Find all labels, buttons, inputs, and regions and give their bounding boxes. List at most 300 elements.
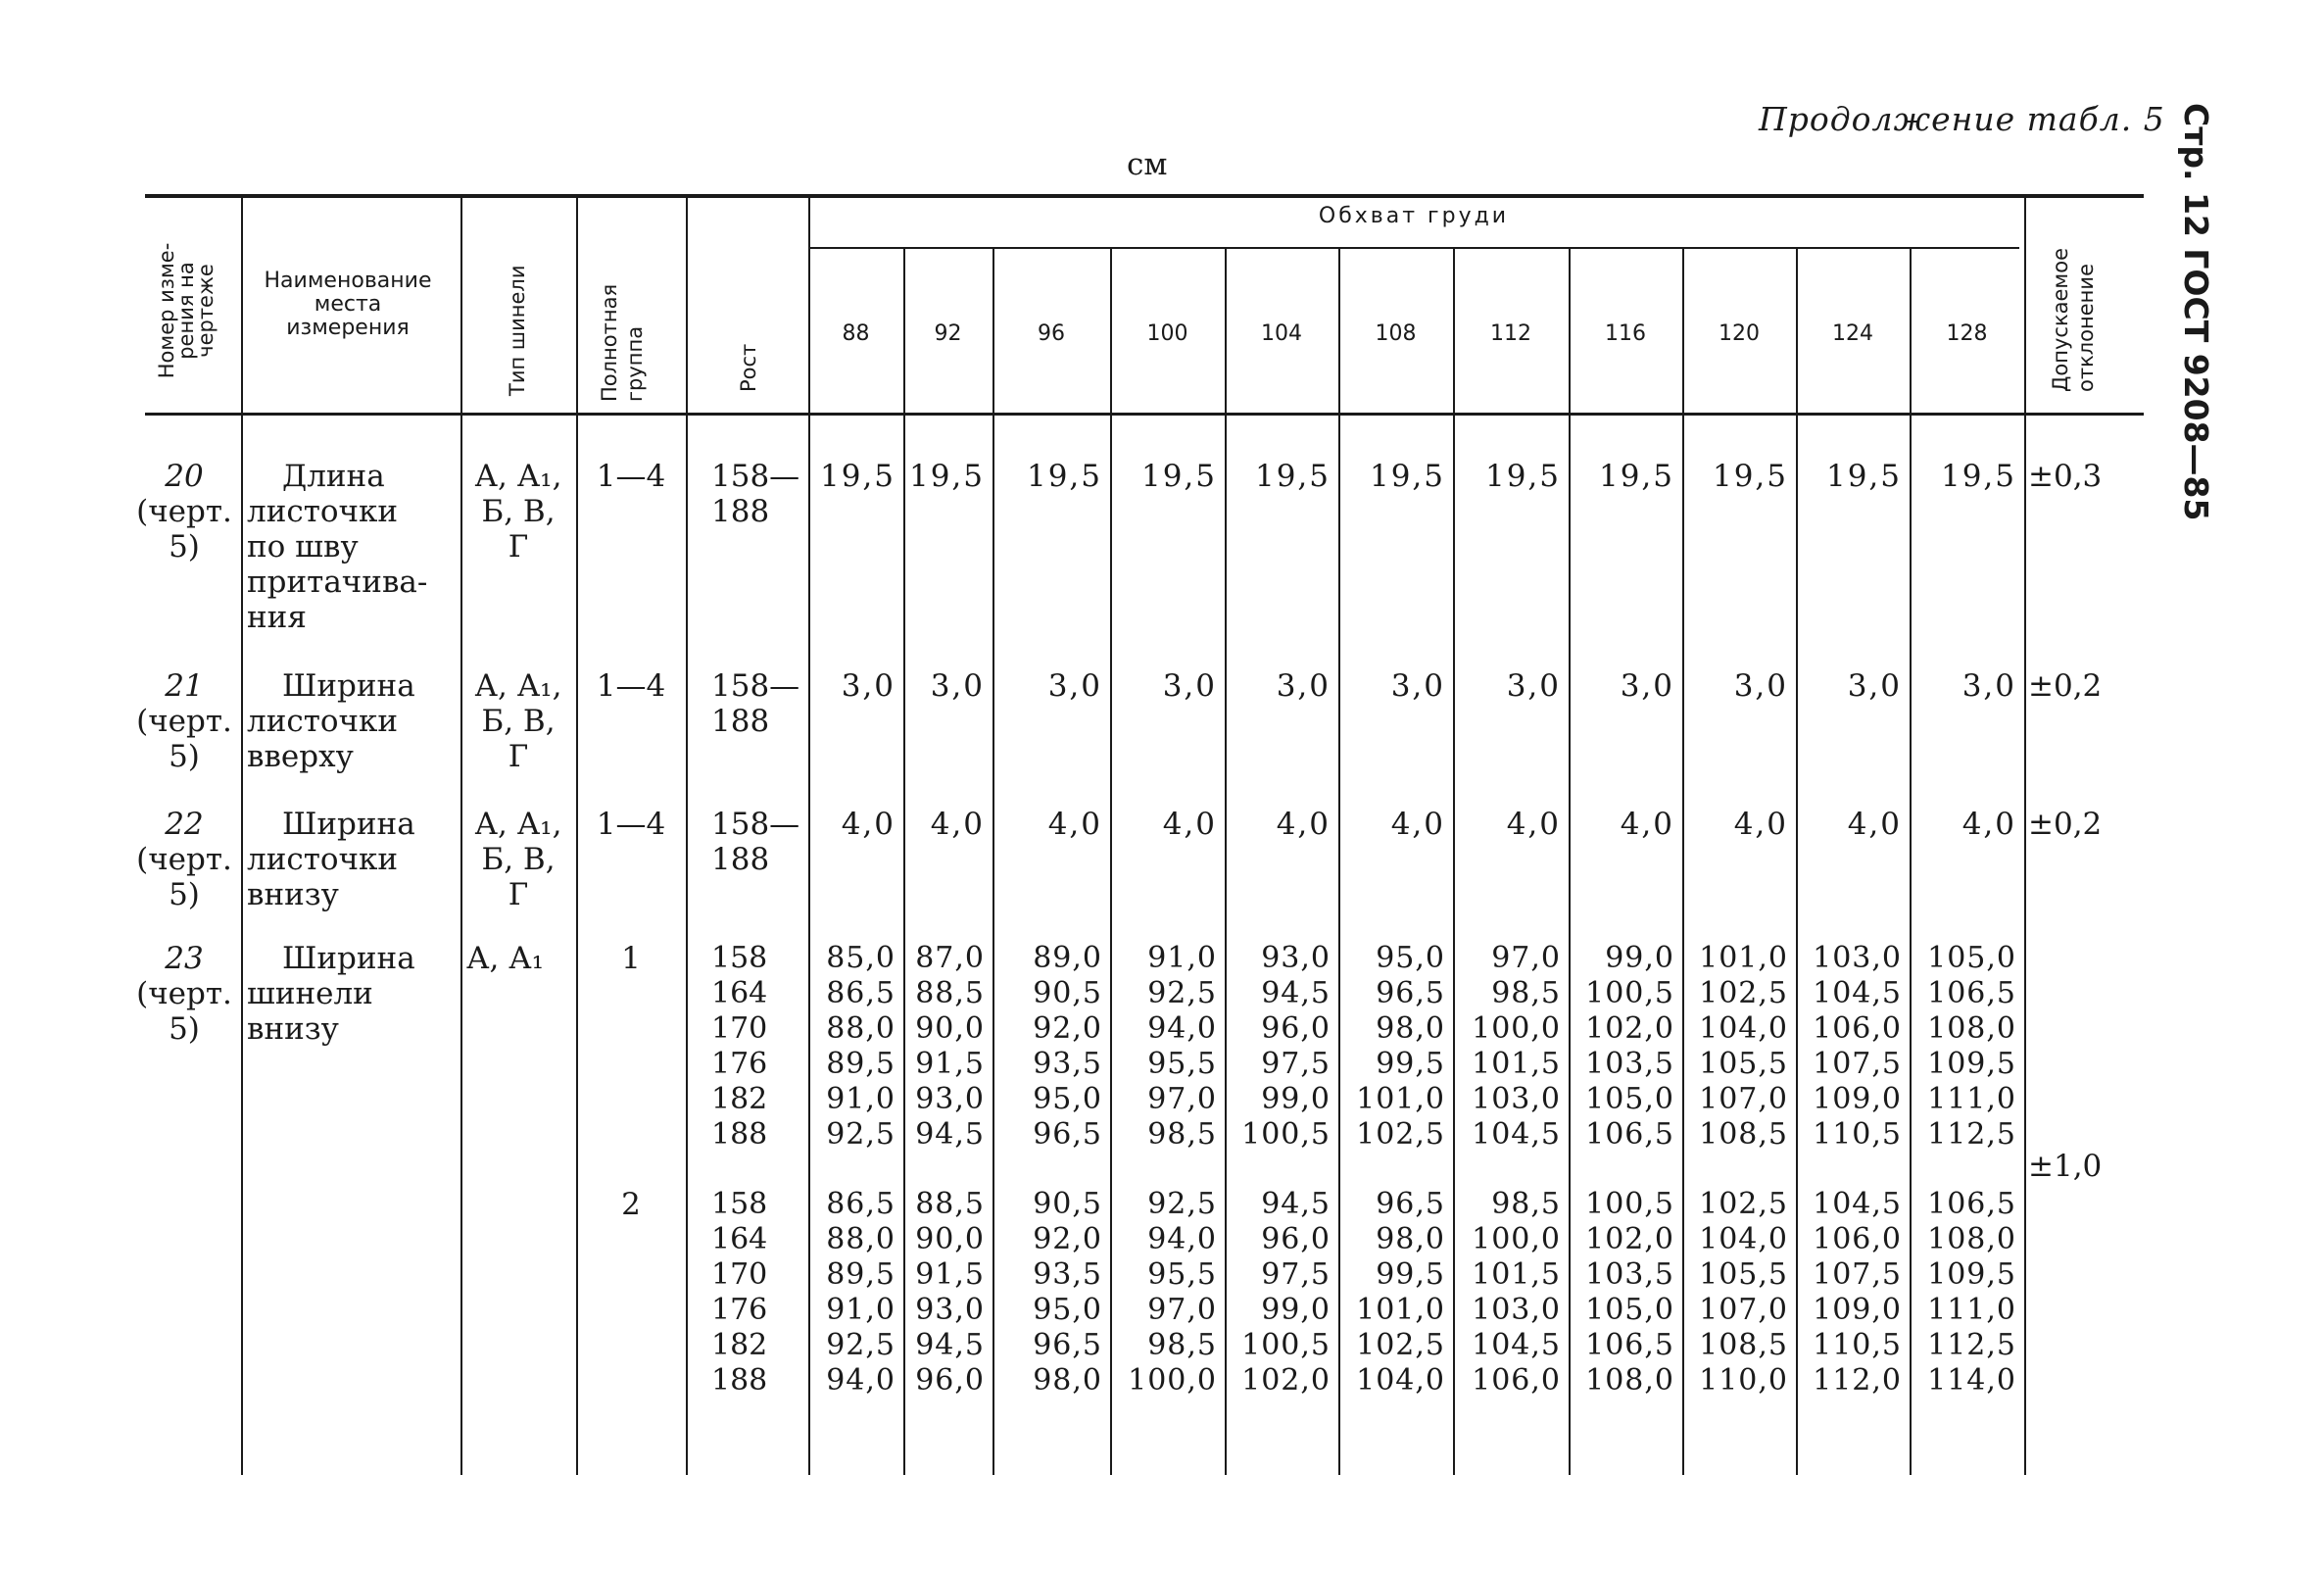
chest-value: 3,0 <box>841 668 896 704</box>
chest-value-column <box>1453 1187 1561 1399</box>
chest-value: 112,5 <box>1927 1117 2016 1152</box>
measure-drawing-ref-end: 5) <box>169 877 200 912</box>
header-measure-name-line1: Наименование <box>264 269 432 293</box>
height-range-line: 158— <box>711 668 800 704</box>
coat-type: А, А₁ <box>466 941 545 976</box>
chest-value: 98,5 <box>1491 976 1561 1010</box>
header-fullness-group-line1: Полнотная <box>598 283 621 402</box>
chest-value: 101,0 <box>1356 1293 1445 1327</box>
chest-value: 19,5 <box>1254 459 1331 494</box>
height-value: 182 <box>711 1328 768 1362</box>
chest-value: 107,0 <box>1699 1293 1788 1327</box>
chest-value: 92,0 <box>1033 1011 1102 1046</box>
chest-value: 108,5 <box>1699 1117 1788 1152</box>
measure-name <box>247 668 457 774</box>
chest-value: 102,5 <box>1356 1328 1445 1362</box>
header-chest-girth: Обхват груди <box>1318 204 1510 228</box>
chest-value: 4,0 <box>1620 807 1674 842</box>
chest-value: 109,5 <box>1927 1047 2016 1081</box>
coat-type-line: Г <box>508 529 529 565</box>
chest-value: 94,0 <box>1147 1011 1217 1046</box>
chest-value: 98,5 <box>1491 1187 1561 1221</box>
chest-value: 19,5 <box>1369 459 1445 494</box>
chest-value: 3,0 <box>1847 668 1902 704</box>
chest-value: 96,0 <box>915 1363 985 1398</box>
measure-name-line: листочки <box>247 704 399 739</box>
chest-value: 111,0 <box>1927 1082 2016 1116</box>
chest-value: 103,5 <box>1585 1257 1674 1292</box>
measure-name <box>247 459 457 635</box>
chest-value-column <box>1225 1187 1331 1399</box>
chest-value-column <box>1910 941 2016 1153</box>
chest-value: 90,5 <box>1033 1187 1102 1221</box>
measure-number <box>127 668 241 774</box>
chest-value: 87,0 <box>915 941 985 975</box>
chest-value-column <box>903 941 985 1153</box>
chest-value: 85,0 <box>826 941 896 975</box>
measure-drawing-ref: (черт. <box>136 976 232 1011</box>
chest-value: 100,5 <box>1241 1328 1331 1362</box>
chest-value: 101,0 <box>1699 941 1788 975</box>
height-range-line: 158— <box>711 459 800 494</box>
height-value: 158 <box>711 1187 768 1221</box>
height-range-line: 188 <box>711 494 770 529</box>
chest-value: 101,5 <box>1472 1257 1561 1292</box>
fullness-group: 1—4 <box>596 459 666 494</box>
chest-value: 86,5 <box>826 976 896 1010</box>
chest-value-column <box>1682 941 1788 1153</box>
chest-value: 19,5 <box>1140 459 1217 494</box>
chest-value: 96,5 <box>1033 1117 1102 1152</box>
tolerance-value: ±0,3 <box>2028 459 2103 494</box>
height-range-line: 158— <box>711 807 800 842</box>
margin-page-title <box>2168 103 2223 519</box>
chest-size-header: 92 <box>934 321 962 346</box>
chest-value: 102,0 <box>1585 1011 1674 1046</box>
chest-value: 4,0 <box>1506 807 1561 842</box>
chest-value: 105,0 <box>1927 941 2016 975</box>
chest-value: 108,0 <box>1585 1363 1674 1398</box>
header-measure-number <box>157 218 216 404</box>
measure-name-line: притачива- <box>247 565 428 600</box>
chest-size-header: 124 <box>1832 321 1873 346</box>
height-range <box>711 807 808 877</box>
chest-value: 109,0 <box>1813 1082 1902 1116</box>
chest-value: 93,0 <box>915 1293 985 1327</box>
header-fullness-group-line2: группа <box>623 325 647 402</box>
height-range <box>711 459 808 529</box>
header-bottom-rule <box>145 413 2144 416</box>
chest-value: 109,5 <box>1927 1257 2016 1292</box>
chest-value: 103,0 <box>1813 941 1902 975</box>
measure-number <box>127 807 241 912</box>
chest-value: 112,0 <box>1813 1363 1902 1398</box>
chest-value: 96,5 <box>1033 1328 1102 1362</box>
chest-value: 110,5 <box>1813 1117 1902 1152</box>
chest-value: 101,5 <box>1472 1047 1561 1081</box>
height-range-line: 188 <box>711 842 770 877</box>
chest-value: 106,5 <box>1927 976 2016 1010</box>
chest-value: 98,0 <box>1376 1222 1445 1256</box>
margin-page-title-text: Стр. 12 ГОСТ 9208—85 <box>2177 103 2215 521</box>
chest-value: 102,5 <box>1356 1117 1445 1152</box>
chest-value: 4,0 <box>1047 807 1102 842</box>
chest-value: 94,5 <box>1261 1187 1331 1221</box>
measure-drawing-ref: (черт. <box>136 704 232 739</box>
chest-value: 97,5 <box>1261 1257 1331 1292</box>
chest-size-header: 100 <box>1146 321 1188 346</box>
chest-value: 92,5 <box>826 1328 896 1362</box>
chest-value: 95,0 <box>1033 1293 1102 1327</box>
height-value: 176 <box>711 1293 768 1327</box>
measure-drawing-ref-end: 5) <box>169 1011 200 1047</box>
chest-value: 89,5 <box>826 1047 896 1081</box>
table-top-rule <box>145 194 2144 198</box>
chest-value: 92,5 <box>1147 1187 1217 1221</box>
chest-value: 86,5 <box>826 1187 896 1221</box>
chest-value-column <box>1569 941 1674 1153</box>
chest-value-column <box>1569 1187 1674 1399</box>
measure-number-value: 23 <box>165 941 204 976</box>
chest-value: 19,5 <box>1825 459 1902 494</box>
chest-value: 109,0 <box>1813 1293 1902 1327</box>
continuation-label: Продолжение табл. 5 <box>1759 100 2165 138</box>
chest-size-header: 120 <box>1719 321 1760 346</box>
chest-value: 4,0 <box>1961 807 2016 842</box>
chest-value-column <box>1796 1187 1902 1399</box>
chest-value: 91,0 <box>826 1293 896 1327</box>
chest-value: 100,5 <box>1585 976 1674 1010</box>
chest-value: 88,5 <box>915 1187 985 1221</box>
chest-value: 95,5 <box>1147 1047 1217 1081</box>
chest-value: 104,5 <box>1813 1187 1902 1221</box>
chest-value: 104,5 <box>1813 976 1902 1010</box>
header-fullness-group <box>597 284 648 402</box>
chest-size-header: 96 <box>1038 321 1065 346</box>
chest-value: 95,0 <box>1033 1082 1102 1116</box>
chest-value: 114,0 <box>1927 1363 2016 1398</box>
chest-value: 104,0 <box>1699 1011 1788 1046</box>
chest-value: 100,0 <box>1472 1222 1561 1256</box>
header-measure-number-text: Номер изме-рения на чертеже <box>155 242 218 379</box>
chest-value: 103,0 <box>1472 1293 1561 1327</box>
measure-name-line: по шву <box>247 529 359 565</box>
chest-value: 3,0 <box>930 668 985 704</box>
header-measure-name-line3: измерения <box>286 316 410 340</box>
chest-value: 19,5 <box>819 459 896 494</box>
chest-value: 91,0 <box>826 1082 896 1116</box>
chest-value: 19,5 <box>1940 459 2016 494</box>
header-tolerance <box>2048 248 2099 392</box>
chest-value: 108,0 <box>1927 1011 2016 1046</box>
chest-value: 4,0 <box>1390 807 1445 842</box>
chest-value: 102,5 <box>1699 1187 1788 1221</box>
chest-value: 108,0 <box>1927 1222 2016 1256</box>
chest-value: 95,0 <box>1376 941 1445 975</box>
measure-number-value: 21 <box>165 668 204 704</box>
coat-type-line: А, А₁, <box>474 459 562 494</box>
chest-size-header: 116 <box>1605 321 1646 346</box>
measure-name-line: вверху <box>247 739 354 774</box>
header-tolerance-line1: Допускаемое <box>2049 247 2072 392</box>
column-rule <box>686 198 688 1475</box>
chest-value: 98,0 <box>1033 1363 1102 1398</box>
chest-value-column <box>903 1187 985 1399</box>
fullness-group: 2 <box>621 1187 641 1222</box>
chest-value: 99,5 <box>1376 1047 1445 1081</box>
chest-value: 88,0 <box>826 1011 896 1046</box>
chest-value: 90,0 <box>915 1011 985 1046</box>
coat-type <box>460 807 576 912</box>
chest-value: 106,5 <box>1585 1117 1674 1152</box>
chest-value: 93,5 <box>1033 1047 1102 1081</box>
chest-value: 100,5 <box>1241 1117 1331 1152</box>
chest-value: 104,5 <box>1472 1328 1561 1362</box>
chest-value-column <box>1338 941 1445 1153</box>
chest-value-column <box>993 1187 1102 1399</box>
height-value: 170 <box>711 1257 768 1292</box>
chest-value-column <box>808 1187 896 1399</box>
measure-name-line: Ширина <box>282 807 415 842</box>
chest-value: 98,0 <box>1376 1011 1445 1046</box>
measure-number <box>127 459 241 565</box>
header-measure-name <box>241 270 455 340</box>
measure-number <box>127 941 241 1047</box>
chest-value: 89,0 <box>1033 941 1102 975</box>
measure-number-value: 20 <box>165 459 204 494</box>
chest-value: 101,0 <box>1356 1082 1445 1116</box>
chest-value: 96,5 <box>1376 976 1445 1010</box>
header-height <box>738 344 759 392</box>
chest-value: 92,5 <box>1147 976 1217 1010</box>
chest-value: 100,0 <box>1128 1363 1217 1398</box>
chest-value: 93,0 <box>1261 941 1331 975</box>
chest-value: 97,0 <box>1147 1082 1217 1116</box>
chest-value-column <box>1796 941 1902 1153</box>
chest-value-column <box>1110 1187 1217 1399</box>
height-range-line: 188 <box>711 704 770 739</box>
chest-value: 3,0 <box>1961 668 2016 704</box>
coat-type <box>460 668 576 774</box>
coat-type-line: Б, В, <box>481 704 556 739</box>
measure-drawing-ref-end: 5) <box>169 529 200 565</box>
measure-name-line: шинели <box>247 976 373 1011</box>
chest-value: 91,5 <box>915 1047 985 1081</box>
measure-name-line: ния <box>247 600 307 635</box>
chest-value: 105,0 <box>1585 1293 1674 1327</box>
chest-value: 97,5 <box>1261 1047 1331 1081</box>
fullness-group: 1—4 <box>596 668 666 704</box>
chest-value: 92,5 <box>826 1117 896 1152</box>
chest-value: 94,5 <box>915 1328 985 1362</box>
chest-value: 106,0 <box>1813 1011 1902 1046</box>
chest-value: 105,5 <box>1699 1047 1788 1081</box>
measure-drawing-ref-end: 5) <box>169 739 200 774</box>
header-tolerance-line2: отклонение <box>2074 264 2098 392</box>
chest-value: 93,5 <box>1033 1257 1102 1292</box>
chest-value: 4,0 <box>1847 807 1902 842</box>
chest-value: 106,5 <box>1585 1328 1674 1362</box>
chest-value: 103,0 <box>1472 1082 1561 1116</box>
chest-value: 91,0 <box>1147 941 1217 975</box>
chest-value: 111,0 <box>1927 1293 2016 1327</box>
column-rule <box>241 198 243 1475</box>
chest-value: 97,0 <box>1147 1293 1217 1327</box>
chest-value: 96,0 <box>1261 1222 1331 1256</box>
column-rule <box>2024 198 2026 1475</box>
measure-name-line: Длина <box>282 459 385 494</box>
coat-type-line: А, А₁, <box>474 668 562 704</box>
chest-value: 4,0 <box>1162 807 1217 842</box>
chest-value: 3,0 <box>1620 668 1674 704</box>
chest-value: 96,0 <box>1261 1011 1331 1046</box>
header-coat-type <box>507 266 528 396</box>
chest-value: 98,5 <box>1147 1117 1217 1152</box>
coat-type-line: А, А₁, <box>474 807 562 842</box>
chest-value: 103,5 <box>1585 1047 1674 1081</box>
chest-value: 98,5 <box>1147 1328 1217 1362</box>
chest-value-column <box>1453 941 1561 1153</box>
chest-value: 104,0 <box>1356 1363 1445 1398</box>
chest-value-column <box>1682 1187 1788 1399</box>
chest-value: 3,0 <box>1047 668 1102 704</box>
chest-value: 106,0 <box>1813 1222 1902 1256</box>
chest-value: 107,5 <box>1813 1257 1902 1292</box>
chest-value-column <box>1110 941 1217 1153</box>
chest-value: 4,0 <box>1276 807 1331 842</box>
coat-type-line: Г <box>508 877 529 912</box>
tolerance-value: ±0,2 <box>2028 668 2103 704</box>
height-value: 176 <box>711 1047 768 1081</box>
coat-type-line: Г <box>508 739 529 774</box>
measure-name-line: внизу <box>247 1011 339 1047</box>
chest-value: 19,5 <box>1598 459 1674 494</box>
chest-value: 4,0 <box>1733 807 1788 842</box>
chest-value: 19,5 <box>908 459 985 494</box>
height-range <box>711 668 808 739</box>
chest-value: 112,5 <box>1927 1328 2016 1362</box>
chest-value: 19,5 <box>1484 459 1561 494</box>
header-coat-type-text: Тип шинели <box>506 265 529 396</box>
chest-value: 99,0 <box>1261 1082 1331 1116</box>
chest-value: 91,5 <box>915 1257 985 1292</box>
chest-value: 4,0 <box>930 807 985 842</box>
measure-name <box>247 807 457 912</box>
chest-value: 96,5 <box>1376 1187 1445 1221</box>
height-value: 188 <box>711 1363 768 1398</box>
chest-value: 94,0 <box>1147 1222 1217 1256</box>
fullness-group: 1 <box>621 941 641 976</box>
chest-value: 99,0 <box>1605 941 1674 975</box>
chest-value: 102,0 <box>1241 1363 1331 1398</box>
coat-type <box>460 459 576 565</box>
measure-name-line: внизу <box>247 877 339 912</box>
chest-value: 107,5 <box>1813 1047 1902 1081</box>
chest-value: 110,5 <box>1813 1328 1902 1362</box>
chest-size-header: 112 <box>1490 321 1531 346</box>
measure-name-line: Ширина <box>282 668 415 704</box>
chest-value: 102,5 <box>1699 976 1788 1010</box>
measure-name-line: листочки <box>247 494 399 529</box>
chest-value-column <box>1910 1187 2016 1399</box>
chest-value: 3,0 <box>1276 668 1331 704</box>
chest-value: 19,5 <box>1712 459 1788 494</box>
chest-value: 104,5 <box>1472 1117 1561 1152</box>
chest-value: 92,0 <box>1033 1222 1102 1256</box>
chest-value: 94,0 <box>826 1363 896 1398</box>
chest-value-column <box>993 941 1102 1153</box>
measure-drawing-ref: (черт. <box>136 494 232 529</box>
chest-size-header: 128 <box>1946 321 1988 346</box>
chest-value: 93,0 <box>915 1082 985 1116</box>
chest-value-column <box>1225 941 1331 1153</box>
chest-value-column <box>808 941 896 1153</box>
chest-value: 95,5 <box>1147 1257 1217 1292</box>
chest-value: 107,0 <box>1699 1082 1788 1116</box>
height-value: 188 <box>711 1117 768 1152</box>
height-value: 158 <box>711 941 768 975</box>
fullness-group: 1—4 <box>596 807 666 842</box>
chest-size-header: 88 <box>842 321 870 346</box>
tolerance-value: ±1,0 <box>2028 1149 2103 1184</box>
chest-value: 19,5 <box>1026 459 1102 494</box>
header-height-text: Рост <box>737 343 760 392</box>
measure-number-value: 22 <box>165 807 204 842</box>
chest-value: 105,0 <box>1585 1082 1674 1116</box>
header-measure-name-line2: места <box>314 292 382 317</box>
height-column <box>711 941 766 1153</box>
height-value: 170 <box>711 1011 768 1046</box>
chest-value: 3,0 <box>1506 668 1561 704</box>
tolerance-value: ±0,2 <box>2028 807 2103 842</box>
coat-type-line: Б, В, <box>481 842 556 877</box>
chest-value: 99,0 <box>1261 1293 1331 1327</box>
coat-type-line: Б, В, <box>481 494 556 529</box>
height-column <box>711 1187 766 1399</box>
chest-size-header: 108 <box>1375 321 1417 346</box>
chest-value: 94,5 <box>915 1117 985 1152</box>
chest-value: 106,0 <box>1472 1363 1561 1398</box>
chest-value: 89,5 <box>826 1257 896 1292</box>
chest-value: 3,0 <box>1162 668 1217 704</box>
chest-value: 104,0 <box>1699 1222 1788 1256</box>
height-value: 164 <box>711 1222 768 1256</box>
chest-value: 90,5 <box>1033 976 1102 1010</box>
chest-value: 4,0 <box>841 807 896 842</box>
chest-value-column <box>1338 1187 1445 1399</box>
chest-value: 94,5 <box>1261 976 1331 1010</box>
chest-value: 88,5 <box>915 976 985 1010</box>
chest-value: 3,0 <box>1390 668 1445 704</box>
chest-value: 3,0 <box>1733 668 1788 704</box>
measure-name <box>247 941 457 1047</box>
measure-name-line: листочки <box>247 842 399 877</box>
height-value: 182 <box>711 1082 768 1116</box>
chest-value: 110,0 <box>1699 1363 1788 1398</box>
chest-value: 108,5 <box>1699 1328 1788 1362</box>
measure-name-line: Ширина <box>282 941 415 976</box>
chest-value: 106,5 <box>1927 1187 2016 1221</box>
unit-label: см <box>1127 147 1168 182</box>
chest-size-header: 104 <box>1261 321 1302 346</box>
chest-group-rule <box>808 247 2019 249</box>
chest-value: 88,0 <box>826 1222 896 1256</box>
chest-value: 97,0 <box>1491 941 1561 975</box>
chest-value: 105,5 <box>1699 1257 1788 1292</box>
measure-drawing-ref: (черт. <box>136 842 232 877</box>
chest-value: 90,0 <box>915 1222 985 1256</box>
height-value: 164 <box>711 976 768 1010</box>
